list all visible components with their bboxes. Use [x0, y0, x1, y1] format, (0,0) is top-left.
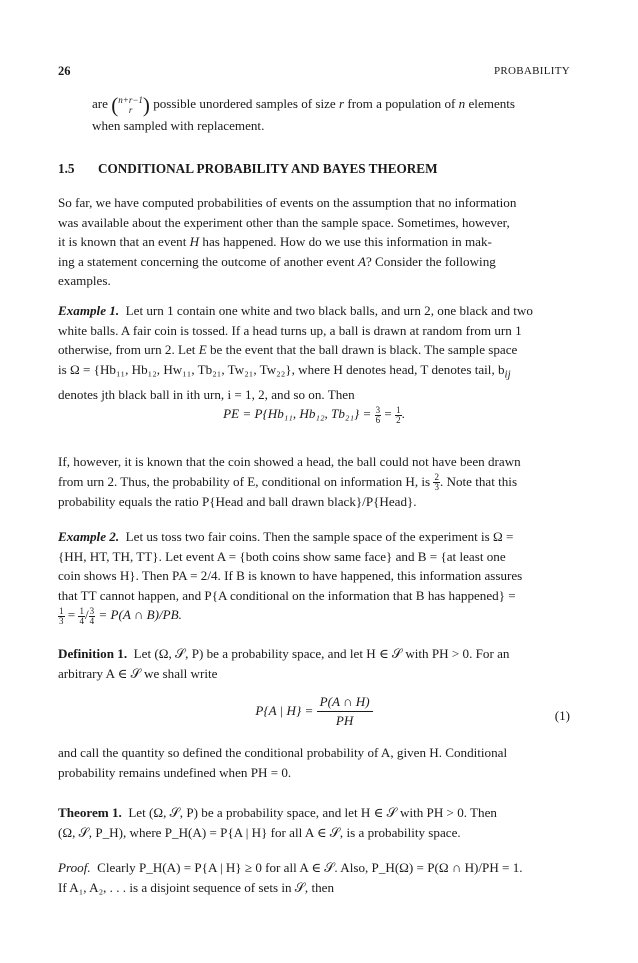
section-title: CONDITIONAL PROBABILITY AND BAYES THEOREM: [98, 161, 438, 176]
example-1-continued: If, however, it is known that the coin showed a head, the ball could not have been drawn from urn 2. Thus, the probability of E, conditional on information H, is $\frac{2}{3}$ . Note that this probability equals the ratio P{Head and ball drawn black}/P{Head}.: [58, 454, 521, 510]
page: [58, 0, 570, 963]
definition-1-label: Definition 1.: [58, 646, 128, 661]
equation-1: P{A | H} = $\frac{P(A \cap H)}{PH}$ (1): [255, 694, 570, 729]
binomial-coefficient: (n+r−1 r ): [111, 92, 150, 117]
equation-pe: PE = P{Hb₁₁, Hb₁₂, Tb₂₁} = $\frac{3}{6}$ = $\frac{1}{2}$ .: [223, 404, 405, 425]
section-heading: [58, 159, 438, 179]
definition-1: Definition 1. Let (Ω, 𝒮, P) be a probability space, and let H ∈ 𝒮 with PH > 0. For an arbitrary A ∈ 𝒮 we shall write: [58, 646, 510, 681]
example-2: Example 2. Let us toss two fair coins. Then the sample space of the experiment is Ω = {HH, HT, TH, TT}. Let event A = {both coins show same face} and B = {at least one coin shows H}. Then PA = 2/4. If B is known to have happened, this information assures that TT cannot happen, and P{A conditional on the information that B has happened} = $\frac{1}{3}$ = $\frac{1}{4}$ / $\frac{3}{4}$ = P(A ∩ B)/PB.: [58, 529, 523, 626]
page-number: 26: [58, 64, 71, 78]
theorem-1-label: Theorem 1.: [58, 805, 122, 820]
theorem-1: Theorem 1. Let (Ω, 𝒮, P) be a probability space, and let H ∈ 𝒮 with PH > 0. Then (Ω, 𝒮, P_H), where P_H(A) = P{A | H} for all A ∈ 𝒮, is a probability space.: [58, 805, 497, 840]
carryover-paragraph: are (n+r−1 r ) possible unordered samples of size r from a population of n elements when sampled with replacement.: [92, 92, 516, 133]
running-title: PROBABILITY: [493, 65, 570, 77]
equation-number: (1): [554, 708, 570, 723]
intro-paragraph: So far, we have computed probabilities of events on the assumption that no information was available about the experiment other than the sample space. Sometimes, however, it is known that an event H has happened. How do we use this information in mak- ing a statement concerning the outcome of another event A? Consider the following examples.: [58, 195, 517, 289]
example-1-label: Example 1.: [58, 303, 120, 318]
page-header: [58, 62, 570, 82]
example-2-label: Example 2.: [58, 529, 120, 544]
section-number: 1.5: [58, 161, 75, 176]
proof-label: Proof.: [58, 860, 91, 875]
definition-1-continued: and call the quantity so defined the conditional probability of A, given H. Conditional probability remains undefined when PH = 0.: [58, 745, 508, 780]
example-1: Example 1. Let urn 1 contain one white and two black balls, and urn 2, one black and two white balls. A fair coin is tossed. If a head turns up, a ball is drawn at random from urn 1 otherwise, from urn 2. Let E be the event that the ball drawn is black. The sample space is Ω = {Hb₁₁, Hb₁₂, Hw₁₁, Tb₂₁, Tw₂₁, Tw₂₂}, where H denotes head, T denotes tail, $b_{ij}$ denotes jth black ball in ith urn, i = 1, 2, and so on. Then: [58, 303, 533, 402]
proof: Proof. Clearly P_H(A) = P{A | H} ≥ 0 for all A ∈ 𝒮. Also, P_H(Ω) = P(Ω ∩ H)/PH = 1. If A₁, A₂, . . . is a disjoint sequence of sets in 𝒮, then: [58, 860, 523, 895]
